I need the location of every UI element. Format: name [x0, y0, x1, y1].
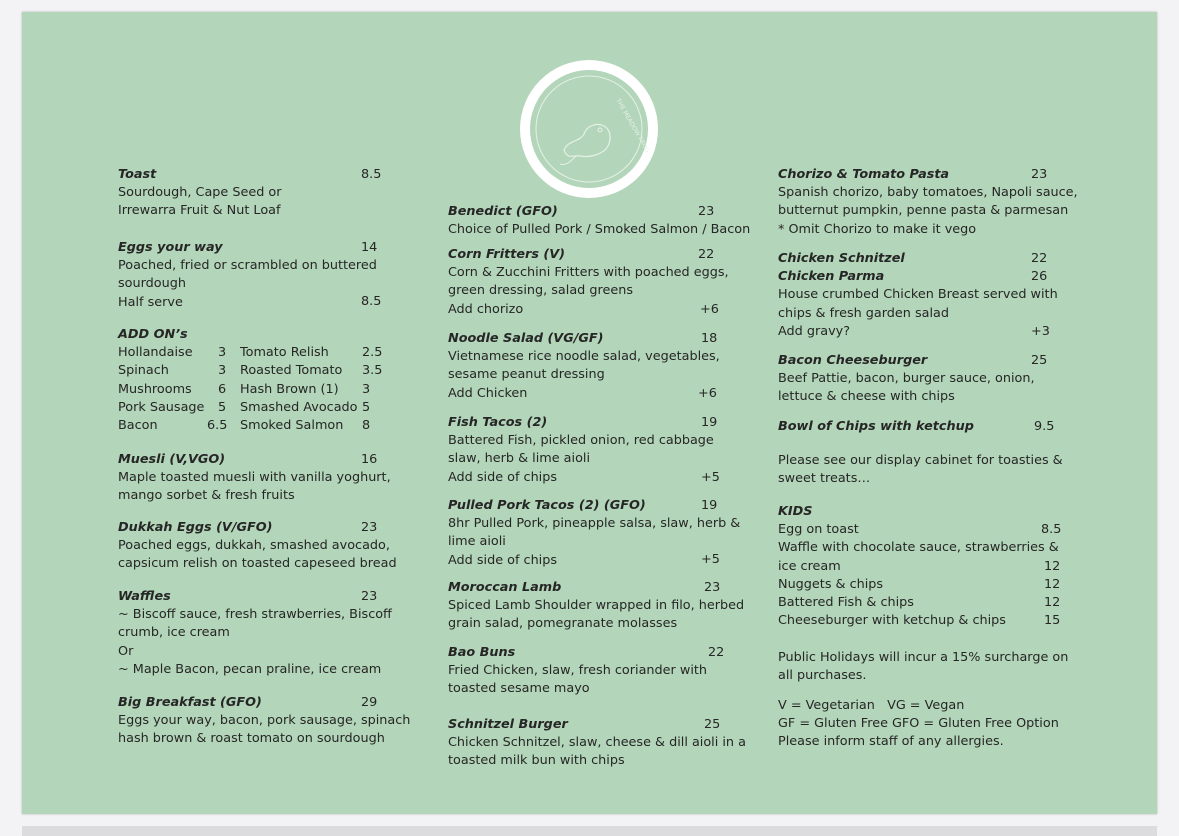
- item-price: 22: [1031, 251, 1048, 266]
- item-desc: green dressing, salad greens: [448, 283, 633, 299]
- item-desc: capsicum relish on toasted capeseed bread: [118, 556, 397, 572]
- item-desc: Maple toasted muesli with vanilla yoghurt,: [118, 470, 391, 486]
- addon-price: 5: [218, 399, 227, 415]
- kids-row: Battered Fish & chips 12: [778, 594, 1061, 610]
- item-title: Schnitzel Burger: [448, 717, 568, 732]
- item-desc: Chicken Schnitzel, slaw, cheese & dill aioli in a: [448, 735, 746, 751]
- item-desc: ~ Biscoff sauce, fresh strawberries, Biscoff: [118, 607, 392, 623]
- extra-price: +3: [1031, 324, 1050, 339]
- item-desc: Choice of Pulled Pork / Smoked Salmon / Bacon: [448, 222, 751, 238]
- addon-price: 3: [218, 345, 227, 361]
- menu-item-pulled-pork-tacos: [448, 497, 740, 570]
- kids-row: Egg on toast 8.5: [778, 522, 1062, 538]
- item-title: Toast: [118, 167, 157, 182]
- item-title: Dukkah Eggs (V/GFO): [118, 520, 273, 535]
- item-title: Benedict (GFO): [448, 204, 558, 219]
- addon-price: 8: [362, 417, 371, 433]
- frog-logo: [520, 60, 658, 198]
- item-desc: lime aioli: [448, 534, 506, 550]
- item-desc: mango sorbet & fresh fruits: [118, 488, 295, 504]
- addon-name: Pork Sausage: [118, 399, 205, 415]
- kids-section: [778, 503, 1060, 630]
- item-title: Chicken Schnitzel: [778, 251, 905, 266]
- item-desc: Irrewarra Fruit & Nut Loaf: [118, 203, 281, 219]
- item-title: Muesli (V,VGO): [118, 452, 226, 467]
- addon-name: Hollandaise: [118, 345, 193, 361]
- item-desc: hash brown & roast tomato on sourdough: [118, 731, 385, 747]
- extra-label: Add side of chips: [448, 469, 558, 485]
- item-price: 23: [1031, 167, 1048, 182]
- item-title: Pulled Pork Tacos (2) (GFO): [448, 498, 646, 513]
- item-desc: Sourdough, Cape Seed or: [118, 185, 282, 201]
- item-desc: House crumbed Chicken Breast served with: [778, 287, 1058, 303]
- item-desc: * Omit Chorizo to make it vego: [778, 221, 977, 237]
- menu-item-bao-buns: [448, 644, 707, 699]
- half-serve-label: Half serve: [118, 294, 183, 310]
- addon-price: 6: [218, 381, 227, 397]
- menu-item-toast: [118, 166, 380, 221]
- menu-item-corn-fritters: [448, 246, 729, 319]
- item-price: 19: [701, 498, 718, 513]
- item-desc: Or: [118, 643, 134, 659]
- item-price: 23: [361, 589, 378, 604]
- item-title: Fish Tacos (2): [448, 415, 548, 430]
- item-desc: crumb, ice cream: [118, 625, 230, 641]
- addons-title: ADD ON’s: [118, 327, 188, 342]
- item-price: 23: [698, 204, 715, 219]
- addon-price: 3: [218, 363, 227, 379]
- addon-price: 2.5: [362, 345, 383, 361]
- menu-item-eggs: [118, 239, 380, 312]
- menu-item-dukkah-eggs: [118, 519, 397, 574]
- extra-price: +5: [701, 470, 720, 485]
- item-price: 26: [1031, 269, 1048, 284]
- addon-row: [118, 381, 380, 399]
- item-desc: Beef Pattie, bacon, burger sauce, onion,: [778, 371, 1035, 387]
- extra-label: Add Chicken: [448, 385, 528, 401]
- item-price: 19: [701, 415, 718, 430]
- addon-name: Smashed Avocado: [240, 399, 358, 415]
- addon-name: Tomato Relish: [240, 345, 329, 361]
- cabinet-note: Please see our display cabinet for toasties & sweet treats…: [778, 453, 1063, 487]
- item-title: Eggs your way: [118, 240, 223, 255]
- item-desc: slaw, herb & lime aioli: [448, 451, 591, 467]
- extra-price: +6: [698, 386, 717, 401]
- kids-row: Nuggets & chips 12: [778, 576, 1061, 592]
- kids-row: Cheeseburger with ketchup & chips 15: [778, 613, 1061, 629]
- item-title: Waffles: [118, 589, 171, 604]
- menu-item-moroccan-lamb: [448, 579, 744, 634]
- item-desc: toasted sesame mayo: [448, 681, 590, 697]
- item-desc: Corn & Zucchini Fritters with poached eggs,: [448, 265, 729, 281]
- item-price: 29: [361, 695, 378, 710]
- addon-name: Spinach: [118, 363, 169, 379]
- item-price: 23: [361, 520, 378, 535]
- extra-price: +6: [700, 302, 719, 317]
- item-price: 16: [361, 452, 378, 467]
- extra-label: Add side of chips: [448, 552, 558, 568]
- addon-name: Roasted Tomato: [240, 363, 343, 379]
- item-desc: Spiced Lamb Shoulder wrapped in filo, herbed: [448, 598, 745, 614]
- extra-price: +5: [701, 552, 720, 567]
- item-title: Bowl of Chips with ketchup: [778, 419, 974, 434]
- svg-text:THE MEADOW FROG: THE MEADOW FROG: [614, 97, 651, 154]
- addon-price: 3.5: [362, 363, 383, 379]
- item-title: Chorizo & Tomato Pasta: [778, 167, 950, 182]
- extra-label: Add chorizo: [448, 301, 524, 317]
- menu-item-noodle-salad: [448, 330, 720, 403]
- dietary-legend: V = Vegetarian VG = Vegan GF = Gluten Free GFO = Gluten Free Option Please inform staff of any allergies.: [778, 698, 1059, 750]
- item-price: 25: [1031, 353, 1048, 368]
- kids-title: KIDS: [778, 504, 813, 519]
- addon-price: 3: [362, 381, 371, 397]
- addon-name: Bacon: [118, 417, 158, 433]
- item-price: 22: [708, 645, 725, 660]
- addon-row: [118, 362, 383, 380]
- item-desc: grain salad, pomegranate molasses: [448, 616, 678, 632]
- item-price: 8.5: [361, 167, 382, 182]
- item-price: 22: [698, 247, 715, 262]
- item-desc: sourdough: [118, 276, 186, 292]
- item-price: 25: [704, 717, 721, 732]
- menu-item-schnitzel-burger: [448, 716, 746, 771]
- item-title: Moroccan Lamb: [448, 580, 562, 595]
- item-title: Chicken Parma: [778, 269, 885, 285]
- item-title: Noodle Salad (VG/GF): [448, 331, 604, 346]
- holiday-surcharge-note: Public Holidays will incur a 15% surcharge on all purchases.: [778, 650, 1069, 684]
- item-desc: sesame peanut dressing: [448, 367, 605, 383]
- next-page-edge: [22, 826, 1157, 836]
- item-title: Bacon Cheeseburger: [778, 353, 928, 368]
- addons-section: [118, 326, 383, 435]
- item-desc: Vietnamese rice noodle salad, vegetables,: [448, 349, 720, 365]
- item-title: Corn Fritters (V): [448, 247, 565, 262]
- menu-item-waffles: [118, 588, 392, 679]
- item-desc: ~ Maple Bacon, pecan praline, ice cream: [118, 661, 382, 677]
- item-price: 23: [704, 580, 721, 595]
- addon-row: [118, 417, 380, 435]
- item-desc: lettuce & cheese with chips: [778, 389, 955, 405]
- item-title: Big Breakfast (GFO): [118, 695, 262, 710]
- addon-name: Hash Brown (1): [240, 381, 339, 397]
- kids-row: Waffle with chocolate sauce, strawberries &: [778, 540, 1059, 556]
- addon-name: Mushrooms: [118, 381, 192, 397]
- item-title: Bao Buns: [448, 645, 516, 660]
- addon-price: 5: [362, 399, 371, 415]
- item-desc: Poached, fried or scrambled on buttered: [118, 258, 377, 274]
- item-desc: 8hr Pulled Pork, pineapple salsa, slaw, herb &: [448, 516, 741, 532]
- half-serve-price: 8.5: [361, 294, 382, 309]
- item-desc: Spanish chorizo, baby tomatoes, Napoli sauce,: [778, 185, 1078, 201]
- item-price: 18: [701, 331, 718, 346]
- extra-label: Add gravy?: [778, 323, 851, 339]
- item-price: 14: [361, 240, 378, 255]
- menu-item-big-breakfast: [118, 694, 411, 749]
- menu-item-bacon-cheeseburger: [778, 352, 1035, 407]
- menu-item-muesli: [118, 451, 391, 506]
- item-desc: Fried Chicken, slaw, fresh coriander with: [448, 663, 707, 679]
- menu-item-bowl-of-chips: [778, 418, 974, 436]
- item-desc: Poached eggs, dukkah, smashed avocado,: [118, 538, 390, 554]
- item-price: 9.5: [1034, 419, 1055, 434]
- menu-item-fish-tacos: [448, 414, 714, 487]
- item-desc: Eggs your way, bacon, pork sausage, spinach: [118, 713, 411, 729]
- addon-row: [118, 399, 380, 417]
- item-desc: chips & fresh garden salad: [778, 305, 950, 321]
- item-desc: toasted milk bun with chips: [448, 753, 625, 769]
- item-desc: Battered Fish, pickled onion, red cabbage: [448, 433, 714, 449]
- kids-row: ice cream 12: [778, 558, 1061, 574]
- item-desc: butternut pumpkin, penne pasta & parmesan: [778, 203, 1069, 219]
- addon-name: Smoked Salmon: [240, 417, 344, 433]
- menu-item-chicken: [778, 250, 1058, 341]
- addon-row: [118, 344, 383, 362]
- addon-price: 6.5: [207, 417, 228, 433]
